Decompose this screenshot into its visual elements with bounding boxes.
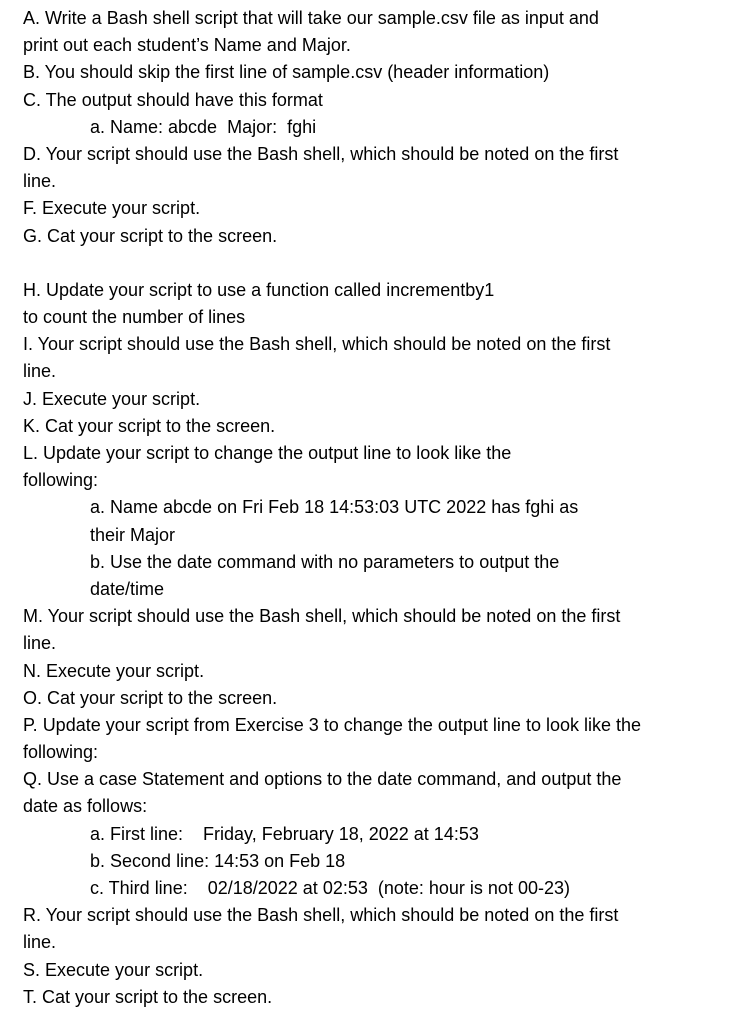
text-line: B. You should skip the first line of sample.csv (header information): [23, 62, 550, 83]
text-line: C. The output should have this format: [23, 89, 323, 110]
text-line-indented: their Major: [90, 524, 176, 545]
text-line: K. Cat your script to the screen.: [23, 415, 276, 436]
text-line: line.: [23, 171, 57, 192]
text-line: line.: [23, 633, 57, 654]
text-line: T. Cat your script to the screen.: [23, 986, 273, 1007]
text-line: S. Execute your script.: [23, 959, 204, 980]
text-line: following:: [23, 470, 99, 491]
text-line: R. Your script should use the Bash shell, which should be noted on the first: [23, 905, 619, 926]
text-line: H. Update your script to use a function called incrementby1: [23, 279, 495, 300]
text-line-indented: a. Name: abcde Major: fghi: [90, 116, 317, 137]
text-line: J. Execute your script.: [23, 388, 201, 409]
text-line: line.: [23, 361, 57, 382]
text-line: D. Your script should use the Bash shell, which should be noted on the first: [23, 143, 619, 164]
text-line-indented: c. Third line: 02/18/2022 at 02:53 (note: hour is not 00-23): [90, 878, 570, 898]
text-line: O. Cat your script to the screen.: [23, 687, 278, 708]
text-line-indented: a. Name abcde on Fri Feb 18 14:53:03 UTC 2022 has fghi as: [90, 497, 579, 518]
text-line-indented: date/time: [90, 578, 165, 599]
text-line: to count the number of lines: [23, 307, 246, 328]
text-line: print out each student’s Name and Major.: [23, 35, 351, 56]
text-line: L. Update your script to change the output line to look like the: [23, 443, 512, 463]
text-line: line.: [23, 932, 57, 953]
text-line: F. Execute your script.: [23, 198, 201, 219]
text-line: I. Your script should use the Bash shell, which should be noted on the first: [23, 334, 611, 355]
text-line: N. Execute your script.: [23, 660, 205, 681]
text-line: A. Write a Bash shell script that will take our sample.csv file as input and: [23, 8, 599, 28]
blank-line: [23, 250, 745, 277]
text-line: date as follows:: [23, 796, 148, 817]
text-line: G. Cat your script to the screen.: [23, 225, 278, 246]
text-line-indented: b. Use the date command with no parameters to output the: [90, 551, 560, 572]
text-line-indented: b. Second line: 14:53 on Feb 18: [90, 850, 346, 871]
text-line: P. Update your script from Exercise 3 to change the output line to look like the: [23, 714, 642, 735]
text-line-indented: a. First line: Friday, February 18, 2022 at 14:53: [90, 823, 479, 844]
document-body: [23, 5, 745, 1011]
text-line: M. Your script should use the Bash shell, which should be noted on the first: [23, 606, 621, 627]
text-line: following:: [23, 742, 99, 763]
text-line: Q. Use a case Statement and options to the date command, and output the: [23, 769, 622, 790]
